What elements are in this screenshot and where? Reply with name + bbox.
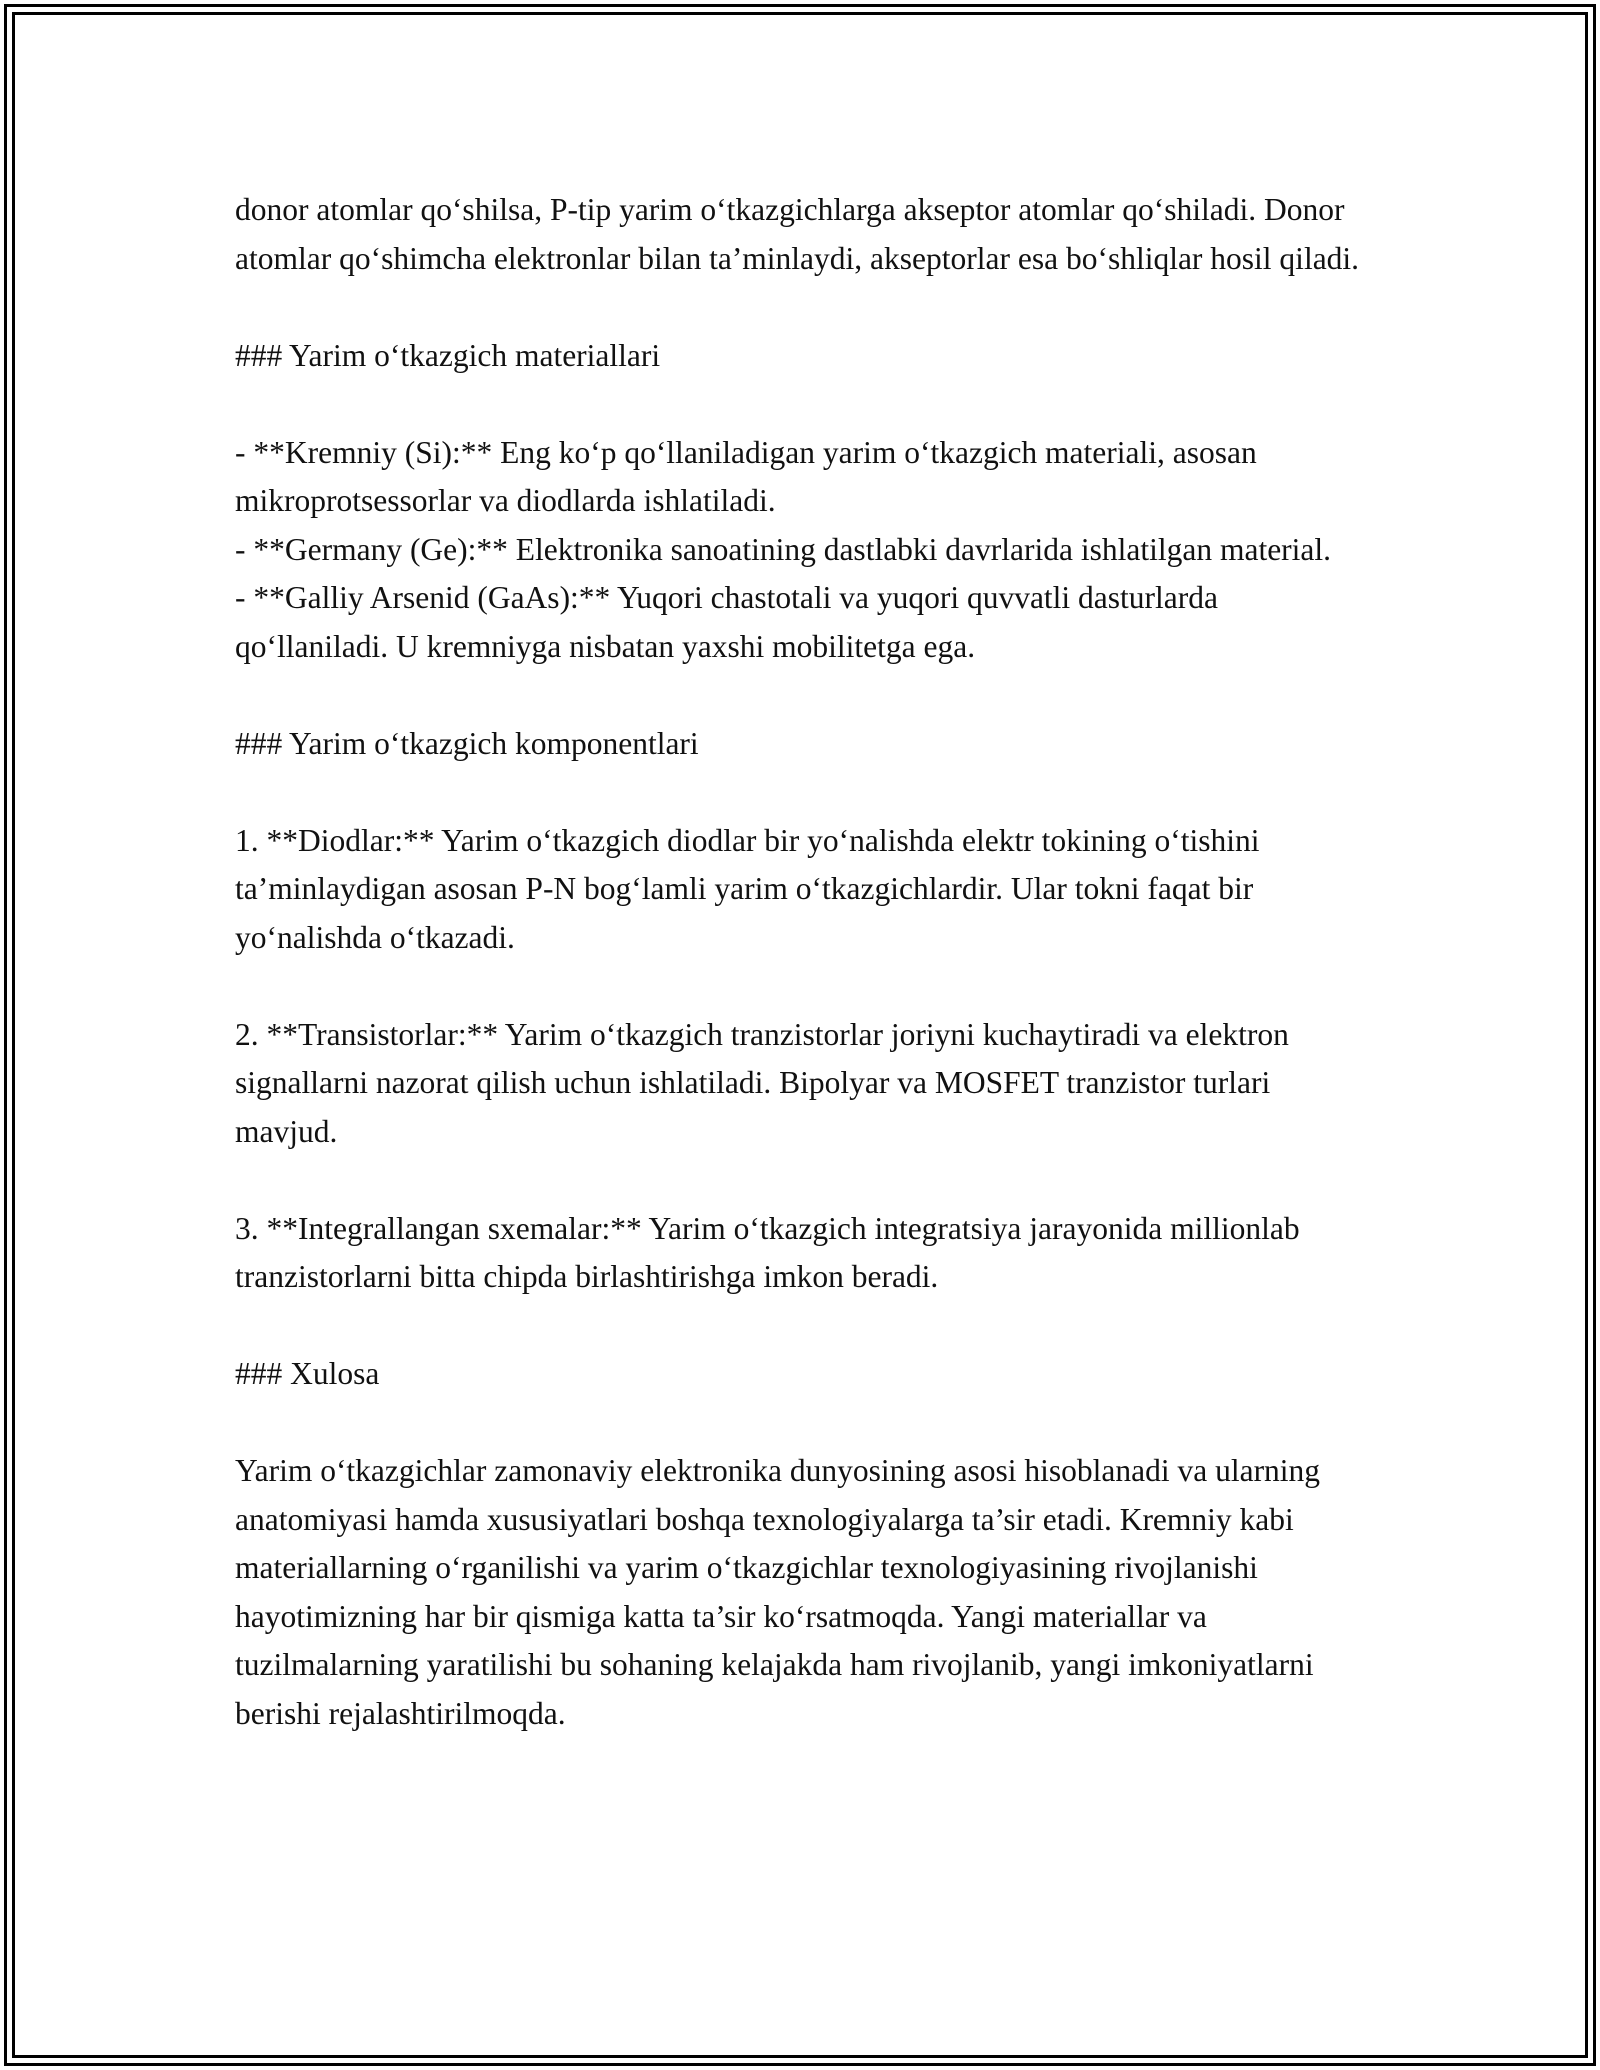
list-item-kremniy: - **Kremniy (Si):** Eng ko‘p qo‘llaniladigan yarim o‘tkazgich materiali, asosan mikroprotsessorlar va diodlarda ishlatiladi. [235,434,1257,518]
list-item-galliy-arsenid: - **Galliy Arsenid (GaAs):** Yuqori chastotali va yuqori quvvatli dasturlarda qo‘llaniladi. U kremniyga nisbatan yaxshi mobilitetga ega. [235,580,1218,664]
component-integrallangan-sxemalar: 3. **Integrallangan sxemalar:** Yarim o‘tkazgich integratsiya jarayonida millionlab tranzistorlarni bitta chipda birlashtirishga imkon beradi. [235,1210,1300,1294]
list-item-germany: - **Germany (Ge):** Elektronika sanoatining dastlabki davrlarida ishlatilgan material. [235,531,1332,567]
materials-heading: ### Yarim o‘tkazgich materiallari [235,337,661,373]
component-diodlar: 1. **Diodlar:** Yarim o‘tkazgich diodlar bir yo‘nalishda elektr tokining o‘tishini ta’minlaydigan asosan P-N bog‘lamli yarim o‘tkazgichlardir. Ular tokni faqat bir yo‘nalishda o‘tkazadi. [235,822,1260,955]
conclusion-paragraph: Yarim o‘tkazgichlar zamonaviy elektronika dunyosining asosi hisoblanadi va ularning anatomiyasi hamda xususiyatlari boshqa texnologiyalarga ta’sir etadi. Kremniy kabi materiallarning o‘rganilishi va yarim o‘tkazgichlar texnologiyasining rivojlanishi hayotimizning har bir qismiga katta ta’sir ko‘rsatmoqda. Yangi materiallar va tuzilmalarning yaratilishi bu sohaning kelajakda ham rivojlanib, yangi imkoniyatlarni berishi rejalashtirilmoqda. [235,1453,1321,1731]
components-heading: ### Yarim o‘tkazgich komponentlari [235,725,699,761]
document-body [235,186,1370,1738]
intro-paragraph: donor atomlar qo‘shilsa, P-tip yarim o‘tkazgichlarga akseptor atomlar qo‘shiladi. Donor atomlar qo‘shimcha elektronlar bilan ta’minlaydi, akseptorlar esa bo‘shliqlar hosil qiladi. [235,192,1360,276]
conclusion-heading: ### Xulosa [235,1356,380,1391]
component-transistorlar: 2. **Transistorlar:** Yarim o‘tkazgich tranzistorlar joriyni kuchaytiradi va elektron signallarni nazorat qilish uchun ishlatiladi. Bipolyar va MOSFET tranzistor turlari mavjud. [235,1016,1289,1149]
